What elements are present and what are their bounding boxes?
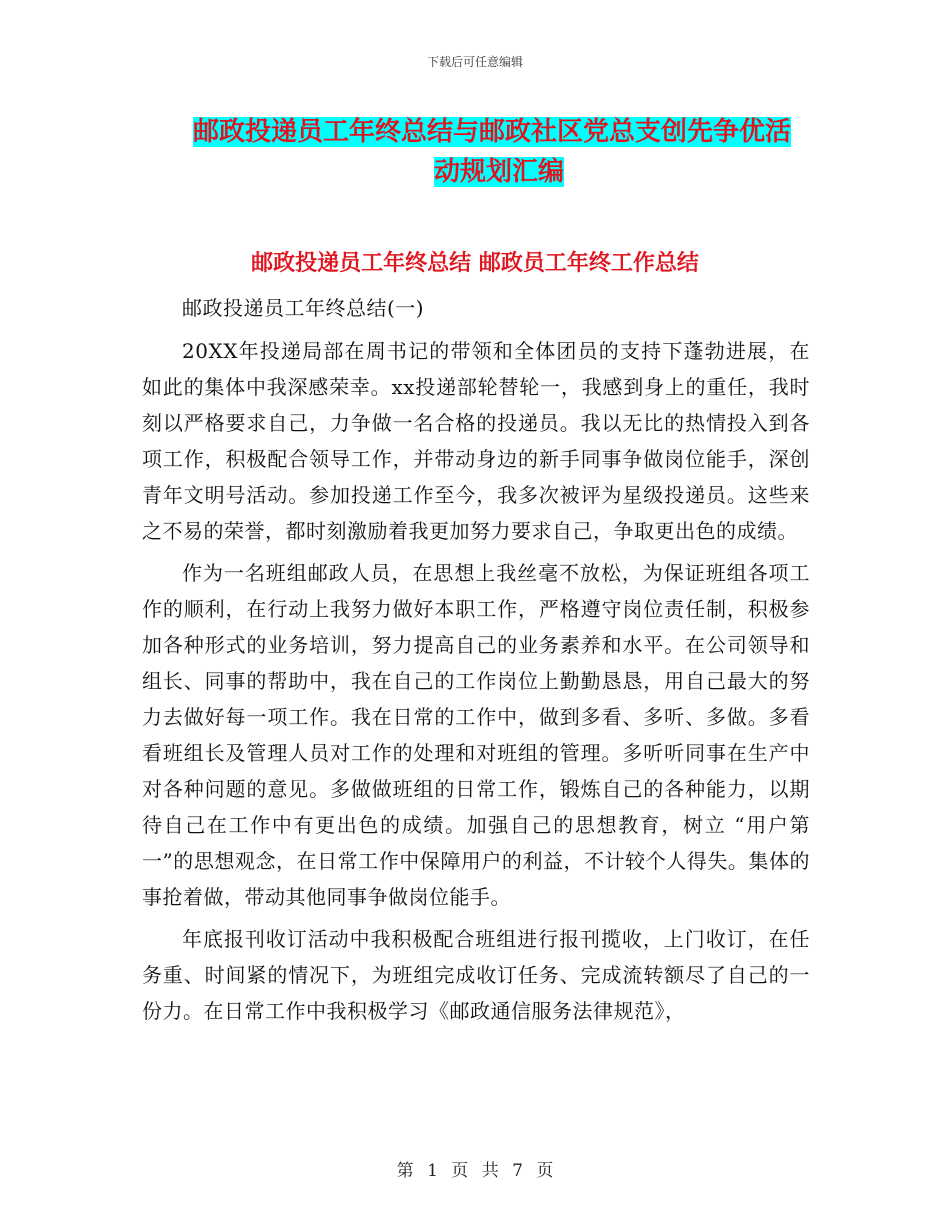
page-number-footer: 第 1 页 共 7 页	[396, 1161, 554, 1181]
paragraph-2: 作为一名班组邮政人员，在思想上我丝毫不放松，为保证班组各项工作的顺利，在行动上我努力做好本职工作，严格遵守岗位责任制，积极参加各种形式的业务培训，努力提高自己的业务素养和水平。在公司领导和组长、同事的帮助中，我在自己的工作岗位上勤勤恳恳，用自己最大的努力去做好每一项工作。我在日常的工作中，做到多看、多听、多做。多看看班组长及管理人员对工作的处理和对班组的管理。多听听同事在生产中对各种问题的意见。多做做班组的日常工作，锻炼自己的各种能力，以期待自己在工作中有更出色的成绩。加强自己的思想教育，树立 “用户第一”的思想观念，在日常工作中保障用户的利益，不计较个人得失。集体的事抢着做，带动其他同事争做岗位能手。	[142, 561, 810, 909]
document-title-line-1: 邮政投递员工年终总结与邮政社区党总支创先争优活	[193, 117, 792, 147]
document-body	[142, 290, 810, 1029]
section-subtitle: 邮政投递员工年终总结 邮政员工年终工作总结	[251, 251, 699, 276]
section-heading: 邮政投递员工年终总结(一)	[182, 296, 425, 320]
document-title	[193, 112, 803, 192]
paragraph-3: 年底报刊收订活动中我积极配合班组进行报刊揽收，上门收订，在任务重、时间紧的情况下，为班组完成收订任务、完成流转额尽了自己的一份力。在日常工作中我积极学习《邮政通信服务法律规范》，	[142, 927, 810, 1023]
paragraph-1: 20XX年投递局部在周书记的带领和全体团员的支持下蓬勃进展，在如此的集体中我深感荣幸。xx投递部轮替轮一，我感到身上的重任，我时刻以严格要求自己，力争做一名合格的投递员。我以无比的热情投入到各项工作，积极配合领导工作，并带动身边的新手同事争做岗位能手，深创青年文明号活动。参加投递工作至今，我多次被评为星级投递员。这些来之不易的荣誉，都时刻激励着我更加努力要求自己，争取更出色的成绩。	[142, 339, 810, 543]
header-note: 下载后可任意编辑	[426, 55, 523, 69]
document-title-line-2: 动规划汇编	[433, 157, 564, 187]
